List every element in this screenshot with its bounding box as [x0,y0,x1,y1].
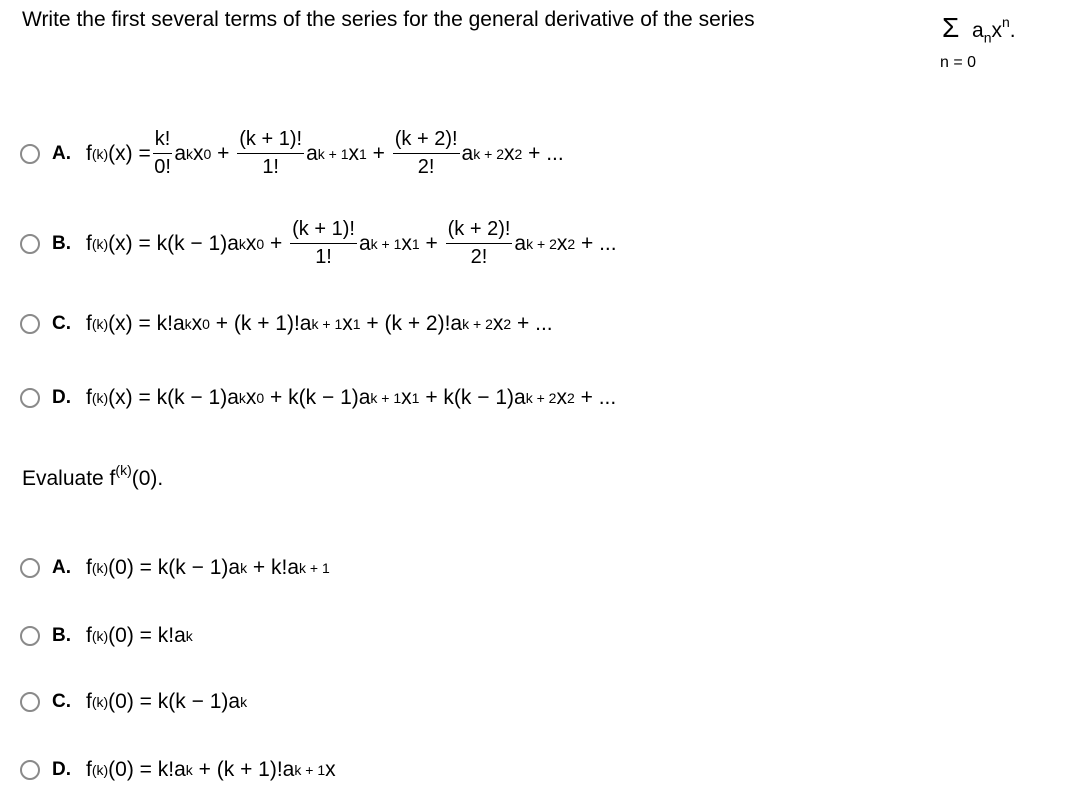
radio-button[interactable] [20,314,40,334]
radio-button[interactable] [20,558,40,578]
sigma-lower-bound: n = 0 [940,54,977,71]
question-1-prompt [22,8,755,32]
q1-option-d[interactable] [20,386,616,410]
question-1-text: Write the first several terms of the series for the general derivative of the series [22,8,755,31]
q2-option-b[interactable] [20,624,193,648]
radio-button[interactable] [20,144,40,164]
q1-option-a[interactable] [20,128,564,179]
option-letter: A. [52,142,71,164]
q2-option-d[interactable] [20,758,336,782]
option-letter: D. [52,759,71,780]
radio-button[interactable] [20,626,40,646]
series-expression [940,2,1016,82]
option-formula: f (k) (0) = k!a k [86,624,193,647]
q2-option-a[interactable] [20,556,330,580]
q1-option-c[interactable] [20,312,553,336]
question-2-prompt: Evaluate $f^{(k)}(0)$. [22,462,164,490]
option-formula: f (k) (x) = $\frac{k!}{0!}$ a k x 0 + $\frac{(k + 1)!}{1!}$ a k + 1 x 1 + $\frac{(k + 2)!}{2!}$ a k + 2 x 2 + ... [86,128,564,178]
option-letter: B. [52,625,71,646]
option-formula: f (k) (0) = k!a k + (k + 1)!a k + 1 x [86,758,336,781]
option-letter: B. [52,232,71,254]
q1-option-b[interactable] [20,218,617,269]
option-formula: f (k) (x) = k(k − 1)a k x 0 + $\frac{(k + 1)!}{1!}$ a k + 1 x 1 + $\frac{(k + 2)!}{2!}$ a k + 2 x 2 + ... [86,218,617,268]
series-term: $a_nx^n$. [972,14,1016,46]
option-letter: A. [52,557,71,578]
option-formula: f (k) (x) = k(k − 1)a k x 0 + k(k − 1)a k + 1 x 1 + k(k − 1)a k + 2 x 2 + ... [86,386,617,409]
radio-button[interactable] [20,692,40,712]
option-letter: C. [52,313,71,334]
radio-button[interactable] [20,388,40,408]
option-formula: f (k) (0) = k(k − 1)a k [86,690,248,713]
q2-option-c[interactable] [20,690,247,714]
option-formula: f (k) (x) = k!a k x 0 + (k + 1)!a k + 1 x 1 + (k + 2)!a k + 2 x 2 + ... [86,312,553,335]
radio-button[interactable] [20,760,40,780]
option-formula: f (k) (0) = k(k − 1)a k + k!a k + 1 [86,556,330,579]
option-letter: D. [52,387,71,408]
sigma-symbol: Σ [942,12,960,43]
radio-button[interactable] [20,234,40,254]
option-letter: C. [52,691,71,712]
